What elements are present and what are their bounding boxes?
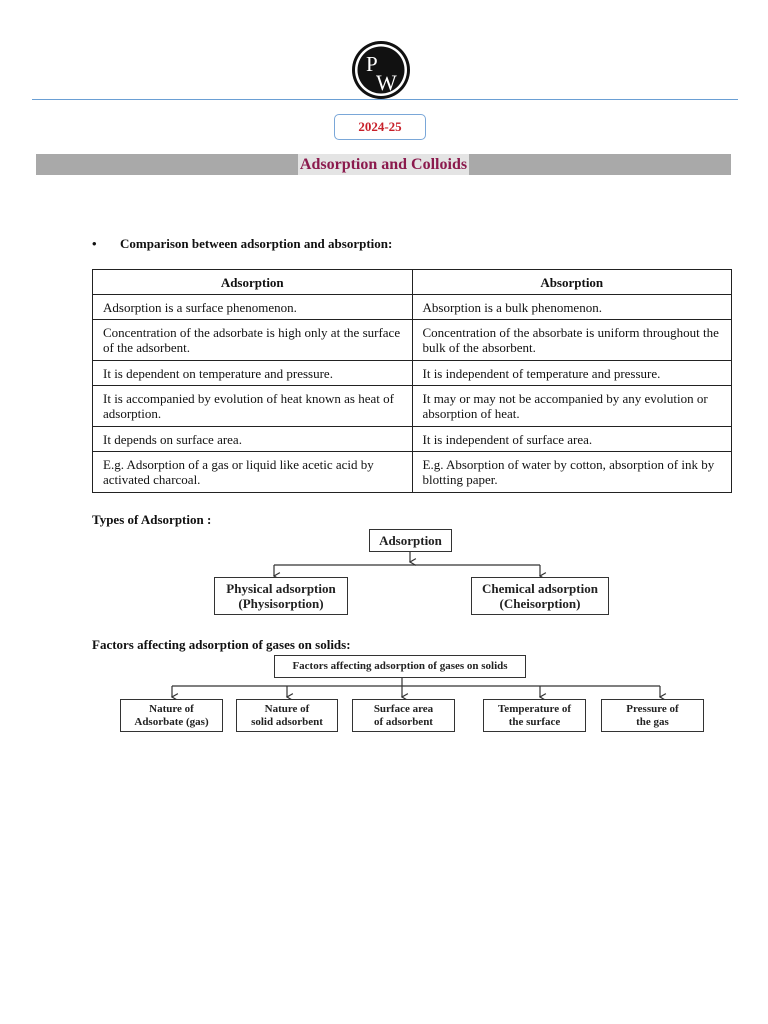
column-header: Absorption [412,270,732,295]
svg-text:W: W [376,70,397,95]
table-cell: Adsorption is a surface phenomenon. [93,295,413,320]
column-header: Adsorption [93,270,413,295]
chemical-adsorption-box [471,577,609,615]
factors-heading: Factors affecting adsorption of gases on solids: [92,637,351,652]
factor-box [236,699,338,732]
box-label: Nature of [149,702,194,715]
box-label: Adsorbate (gas) [134,715,209,728]
box-label: of adsorbent [374,715,433,728]
table-cell: E.g. Adsorption of a gas or liquid like acetic acid by activated charcoal. [93,452,413,493]
factor-box [120,699,223,732]
factor-box [352,699,455,732]
svg-text:P: P [366,52,378,76]
box-label: solid adsorbent [251,715,323,728]
factors-root-box [274,655,526,678]
table-cell: E.g. Absorption of water by cotton, absorption of ink by blotting paper. [412,452,732,493]
types-heading: Types of Adsorption : [92,512,212,527]
table-cell: It is independent of temperature and pressure. [412,361,732,386]
box-label: the surface [508,715,561,728]
table-cell: Concentration of the absorbate is uniform throughout the bulk of the absorbent. [412,320,732,361]
table-cell: It is dependent on temperature and pressure. [93,361,413,386]
box-label: Surface area [373,702,434,715]
box-label: Adsorption [379,533,442,548]
table-cell: It is accompanied by evolution of heat known as heat of adsorption. [93,386,413,427]
box-label: Pressure of [626,702,679,715]
box-label: Chemical adsorption [482,581,598,596]
box-label: (Cheisorption) [499,596,581,611]
physical-adsorption-box [214,577,348,615]
table-cell: It depends on surface area. [93,427,413,452]
bullet: • [92,236,97,251]
table-cell: Absorption is a bulk phenomenon. [412,295,732,320]
box-label: Temperature of [497,702,571,715]
box-label: (Physisorption) [238,596,324,611]
year-badge: 2024-25 [334,114,426,140]
page-title: Adsorption and Colloids [299,156,468,173]
box-label: Factors affecting adsorption of gases on solids [292,660,508,672]
table-cell: Concentration of the adsorbate is high only at the surface of the adsorbent. [93,320,413,361]
box-label: Nature of [264,702,310,715]
comparison-heading: Comparison between adsorption and absorption: [120,236,393,251]
factor-box [601,699,704,732]
table-cell: It may or may not be accompanied by any evolution or absorption of heat. [412,386,732,427]
adsorption-root-box [369,529,452,552]
factor-box [483,699,586,732]
box-label: Physical adsorption [226,581,336,596]
table-cell: It is independent of surface area. [412,427,732,452]
box-label: the gas [636,715,669,728]
